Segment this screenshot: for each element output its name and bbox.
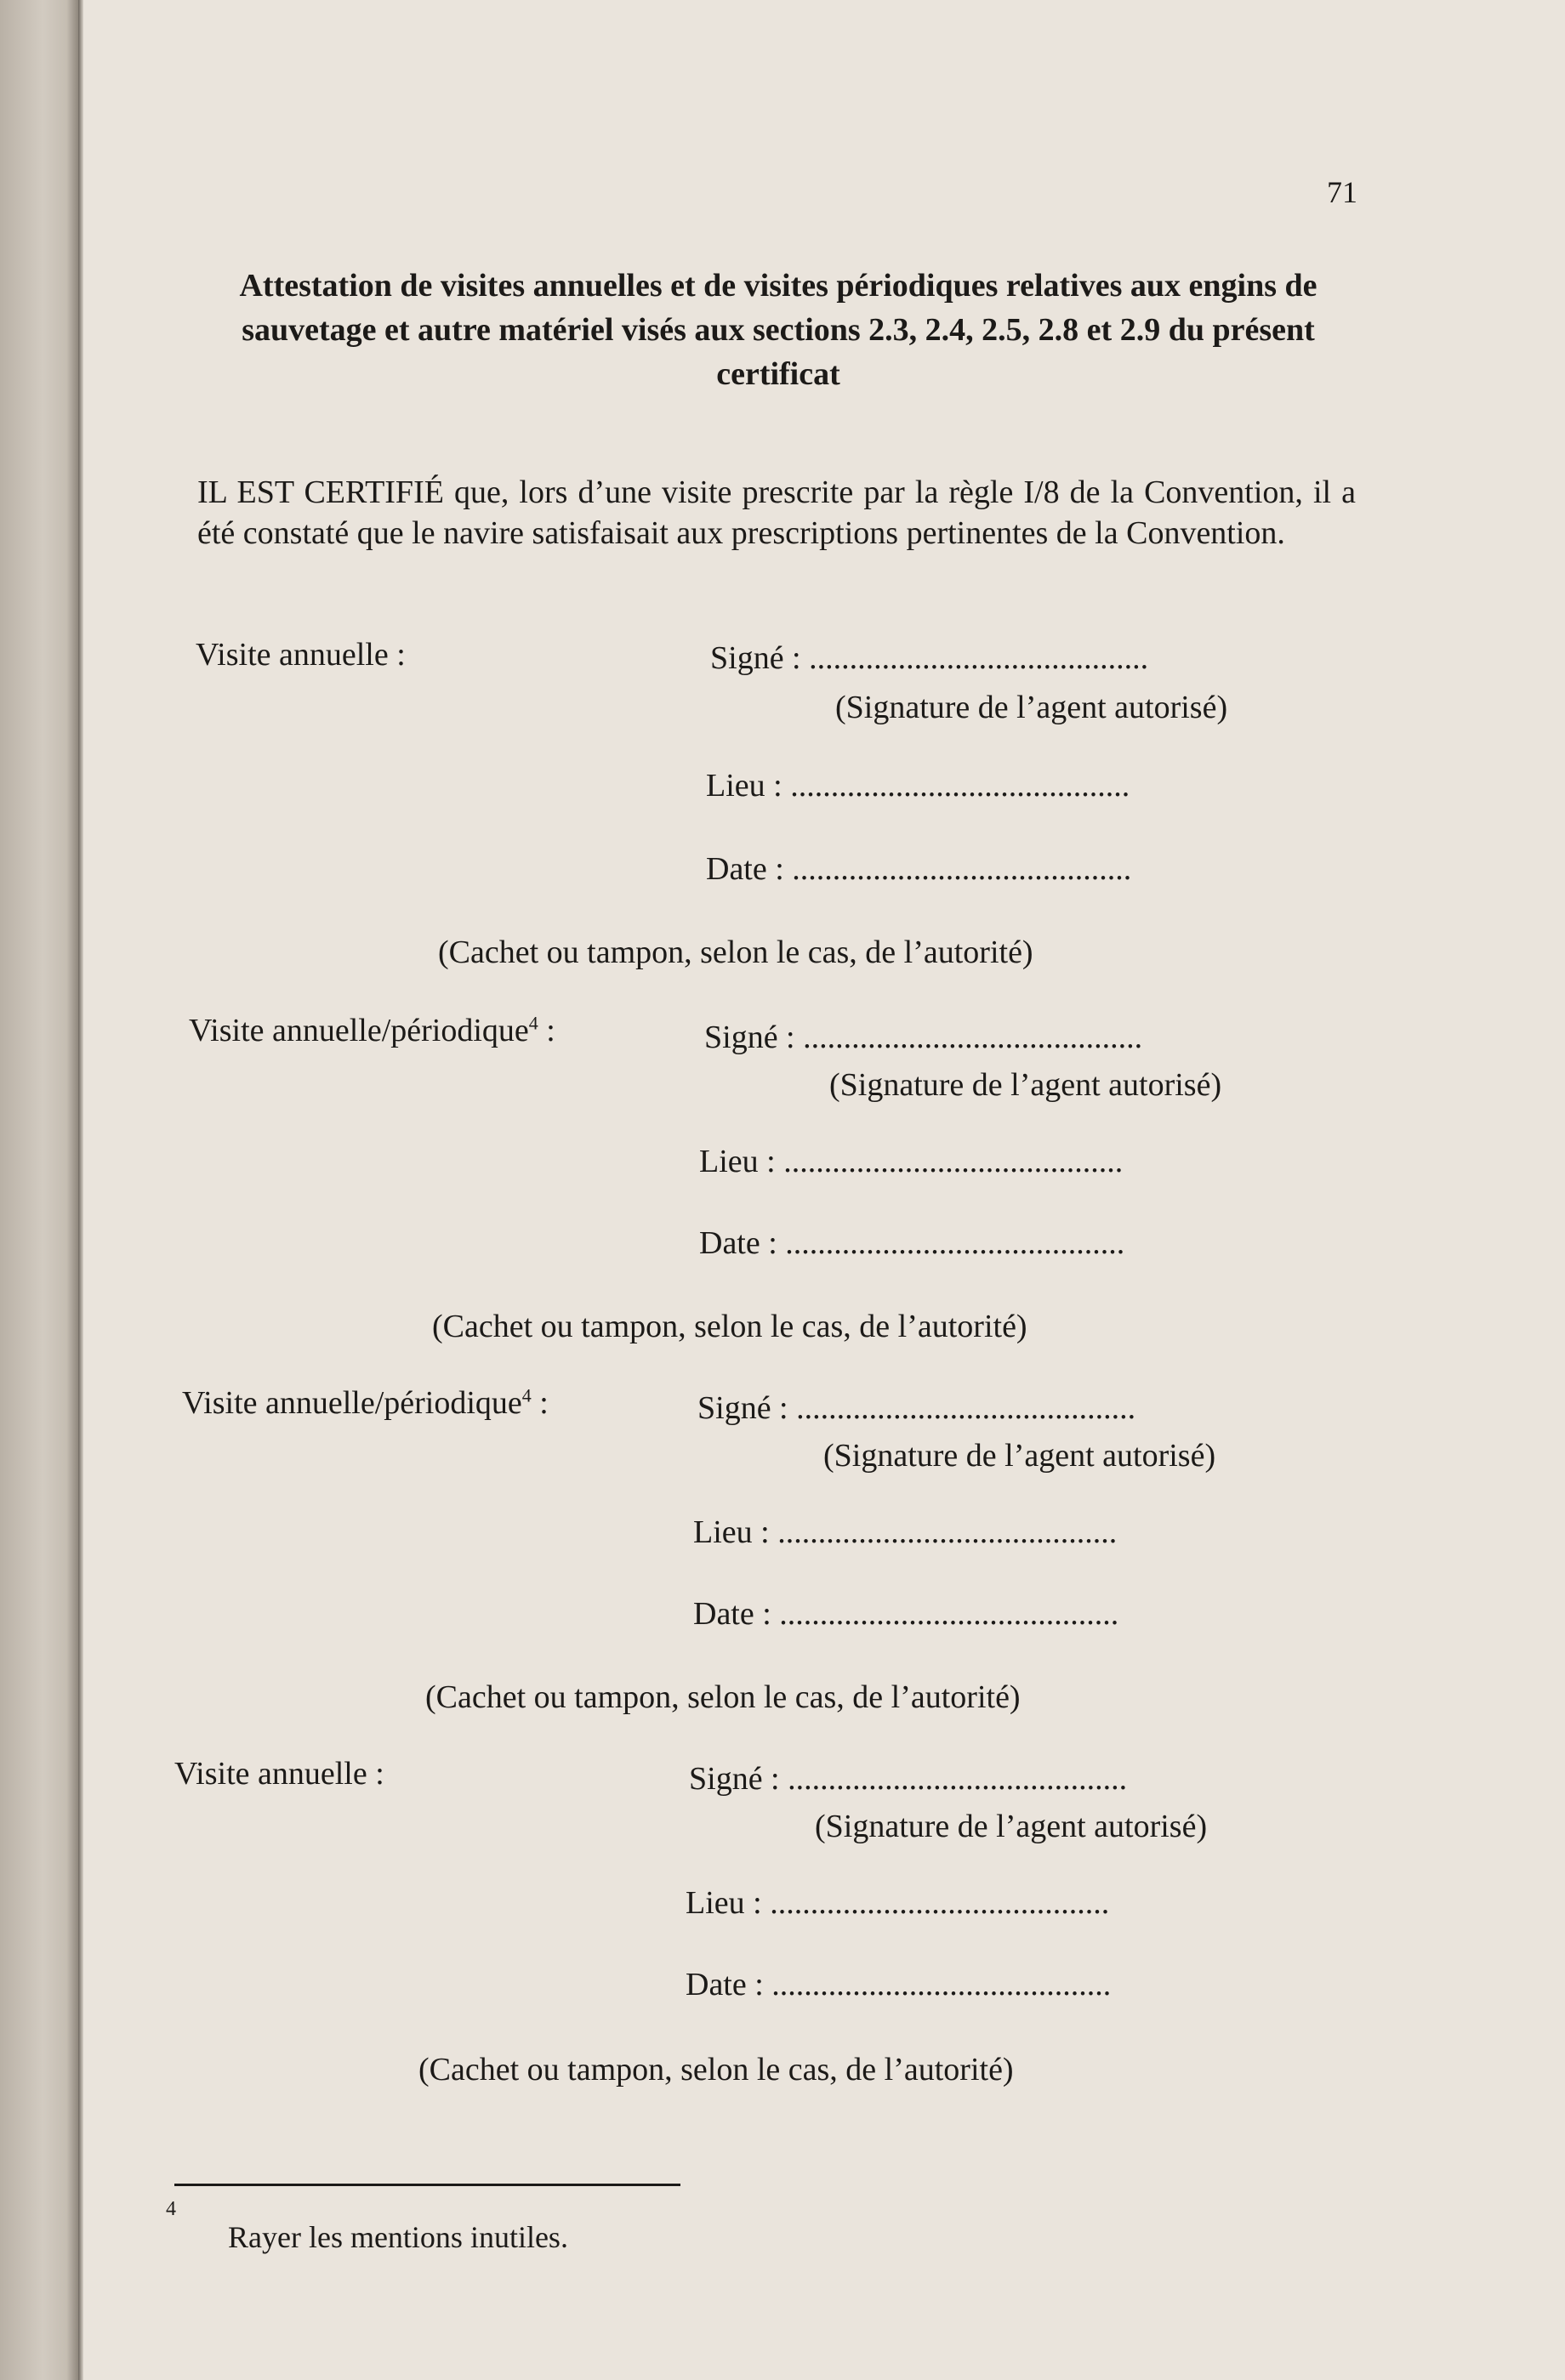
page-number: 71 — [1327, 175, 1357, 209]
footnote-reference: 4 — [521, 1384, 532, 1406]
footnote-text: Rayer les mentions inutiles. — [228, 2220, 568, 2254]
page-gutter — [78, 0, 83, 2380]
date-field: Date : .......................................... — [699, 1225, 1125, 1261]
document-title: Attestation de visites annuelles et de visites périodiques relatives aux engins de sauvetage et autre matériel visés aux sections 2.3, 2.4, 2.5, 2.8 et 2.9 du présent certificat — [239, 268, 1317, 392]
footnote-divider — [174, 2184, 680, 2186]
signed-field: Signé : .......................................... — [710, 640, 1149, 676]
visit-label: Visite annuelle : — [174, 1756, 384, 1792]
signature-caption: (Signature de l’agent autorisé) — [815, 1809, 1208, 1844]
footnote-reference: 4 — [528, 1012, 538, 1034]
date-field: Date : .......................................... — [706, 851, 1132, 887]
stamp-caption: (Cachet ou tampon, selon le cas, de l’autorité) — [438, 934, 1033, 970]
stamp-caption: (Cachet ou tampon, selon le cas, de l’autorité) — [425, 1679, 1021, 1715]
stamp-caption: (Cachet ou tampon, selon le cas, de l’autorité) — [432, 1309, 1027, 1344]
visit-label: Visite annuelle/périodique$^4$ : — [182, 1384, 549, 1421]
place-field: Lieu : .......................................... — [693, 1514, 1118, 1550]
footnote-mark: 4 — [166, 2198, 176, 2220]
signed-field: Signé : .......................................... — [697, 1390, 1136, 1426]
signature-caption: (Signature de l’agent autorisé) — [835, 690, 1228, 725]
stamp-caption: (Cachet ou tampon, selon le cas, de l’autorité) — [418, 2052, 1014, 2087]
place-field: Lieu : .......................................... — [686, 1885, 1110, 1921]
visit-label: Visite annuelle : — [196, 637, 406, 673]
book-binding — [0, 0, 78, 2380]
signature-caption: (Signature de l’agent autorisé) — [823, 1438, 1216, 1474]
signature-caption: (Signature de l’agent autorisé) — [829, 1067, 1222, 1103]
date-field: Date : .......................................... — [693, 1596, 1119, 1632]
signed-field: Signé : .......................................... — [689, 1761, 1128, 1797]
place-field: Lieu : .......................................... — [699, 1144, 1124, 1179]
visit-label: Visite annuelle/périodique$^4$ : — [189, 1012, 555, 1048]
signed-field: Signé : .......................................... — [704, 1020, 1143, 1055]
place-field: Lieu : .......................................... — [706, 768, 1130, 804]
date-field: Date : .......................................... — [686, 1967, 1112, 2002]
certification-paragraph: IL EST CERTIFIÉ que, lors d’une visite prescrite par la règle I/8 de la Convention, il a été constaté que le navire satisfaisait aux prescriptions pertinentes de la Convention. — [197, 474, 1356, 551]
